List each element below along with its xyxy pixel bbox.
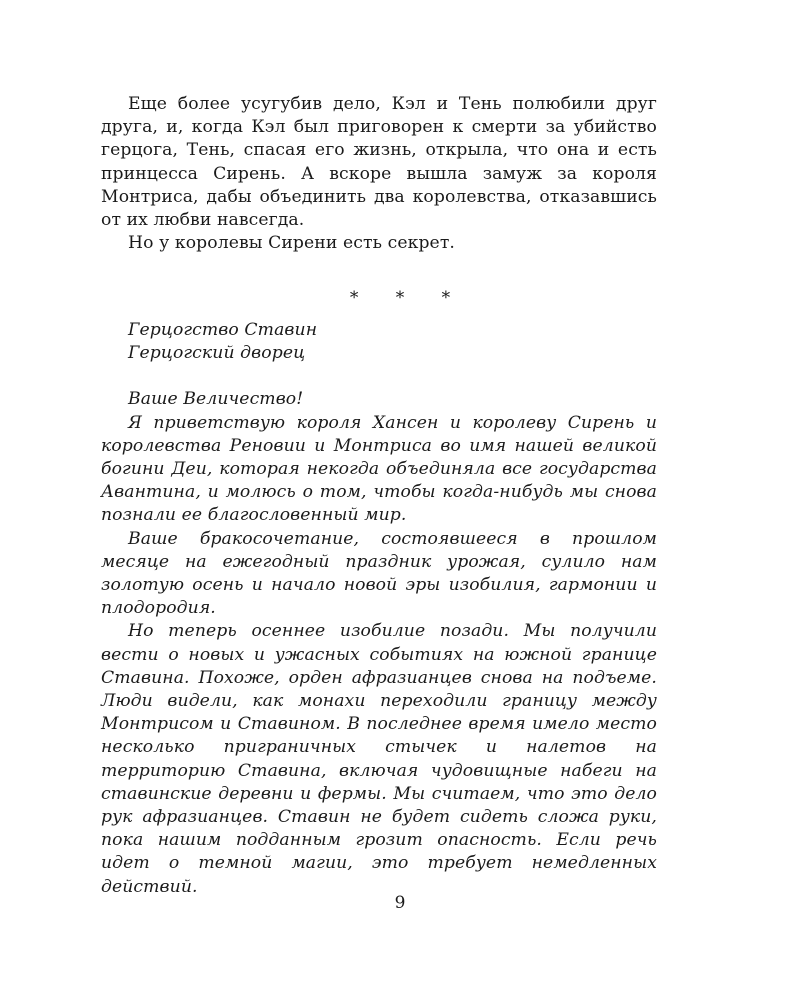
intro-paragraph: Еще более усугубив дело, Кэл и Тень полюбили друг друга, и, когда Кэл был приговорен к смерти за убийство герцога, Тень, спасая его жизнь, открыла, что она и есть принцесса Сирень. А вскоре вышла замуж за короля Монтриса, дабы объединить два королевства, отказавшись от их любви навсегда. bbox=[101, 94, 657, 231]
letter-paragraph: Ваше бракосочетание, состоявшееся в прошлом месяце на ежегодный праздник урожая, сулило нам золотую осень и начало новой эры изобилия, гармонии и плодородия. bbox=[101, 528, 657, 619]
intro-text bbox=[101, 93, 657, 255]
section-separator: * * * bbox=[349, 288, 467, 308]
letter-place-line: Герцогство Ставин bbox=[128, 320, 318, 340]
letter-paragraph: Я приветствую короля Хансен и королеву Сирень и королевства Реновии и Монтриса во имя нашей великой богини Деи, которая некогда объединяла все государства Авантина, и молюсь о том, чтобы когда-нибудь мы снова познали ее благословенный мир. bbox=[101, 412, 657, 526]
letter-place-line: Герцогский дворец bbox=[128, 343, 306, 364]
page-number: 9 bbox=[394, 893, 406, 913]
letter-salutation: Ваше Величество! bbox=[128, 389, 304, 410]
letter-paragraph: Но теперь осеннее изобилие позади. Мы получили вести о новых и ужасных событиях на южной границе Ставина. Похоже, орден афразианцев снова на подъеме. Люди видели, как монахи переходили границу между Монтрисом и Ставином. В последнее время имело место несколько приграничных стычек и налетов на территорию Ставина, включая чудовищные набеги на ставинские деревни и фермы. Мы считаем, что это дело рук афразианцев. Ставин не будет сидеть сложа руки, пока нашим подданным грозит опасность. Если речь идет о темной магии, это требует немедленных действий. bbox=[101, 621, 657, 897]
letter bbox=[101, 319, 657, 899]
intro-paragraph: Но у королевы Сирени есть секрет. bbox=[128, 233, 455, 254]
spacer bbox=[101, 365, 657, 388]
